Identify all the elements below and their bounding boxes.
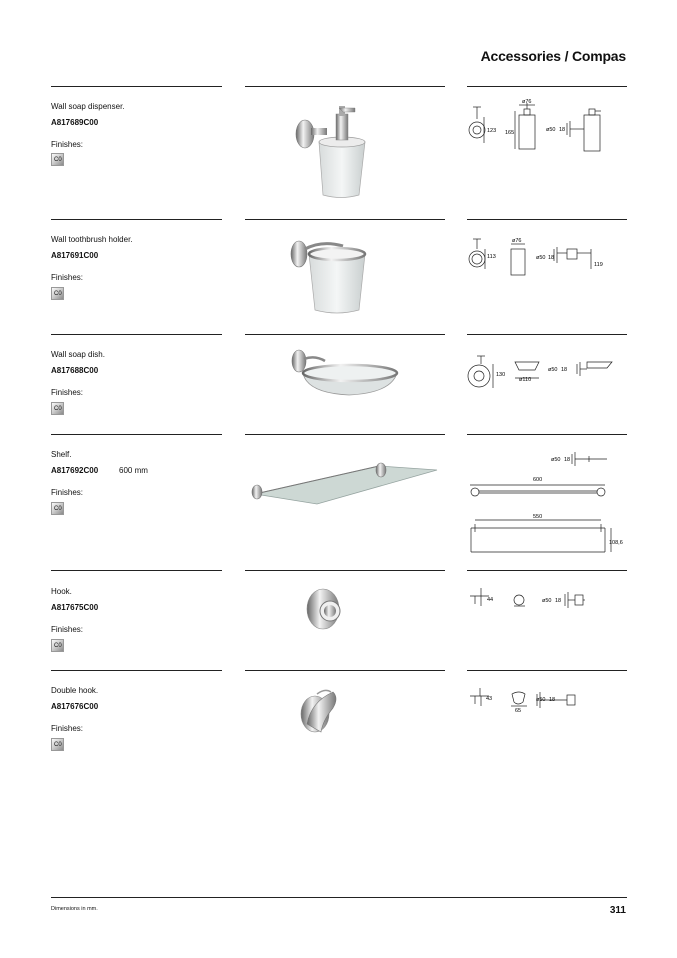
product-name: Double hook. [51,686,99,695]
product-code: A817688C00 [51,366,99,375]
finish-swatch: C0 [51,402,64,415]
divider [467,434,627,435]
finish-swatch: C0 [51,639,64,652]
soap-dispenser-drawing [467,97,627,157]
divider [245,219,445,220]
finish-swatch: C0 [51,738,64,751]
double-hook-drawing [467,684,627,720]
toothbrush-holder-drawing [467,233,627,283]
divider [51,670,222,671]
finishes-label: Finishes: [51,388,84,397]
dim-label: 123 [487,128,497,134]
shelf-drawing [467,448,627,554]
dim-label: ø50 [536,697,546,703]
divider [245,434,445,435]
dim-label: ø50 [548,367,558,373]
double-hook-photo [247,684,443,736]
finishes-label: Finishes: [51,273,84,282]
product-code: A817676C00 [51,702,99,711]
soap-dish-drawing [467,350,627,396]
divider [467,86,627,87]
dim-label: ø110 [519,377,532,383]
finish-swatch: C0 [51,153,64,166]
product-name: Hook. [51,587,72,596]
product-size: 600 mm [119,466,148,475]
toothbrush-holder-photo [247,232,443,322]
footer-note: Dimensions in mm. [51,906,98,912]
dim-label: 165 [505,130,515,136]
divider [51,570,222,571]
divider [51,434,222,435]
dim-label: 108,6 [609,540,623,546]
divider [51,219,222,220]
dim-label: ø50 [551,457,561,463]
dim-label: 18 [555,598,562,604]
divider [467,570,627,571]
shelf-photo [247,460,443,510]
hook-drawing [467,584,627,614]
dim-label: 44 [487,597,494,603]
dim-label: ø76 [522,99,532,105]
dim-label: 18 [548,255,555,261]
divider [245,334,445,335]
divider [51,334,222,335]
finishes-label: Finishes: [51,625,84,634]
dim-label: 550 [533,514,543,520]
divider [51,86,222,87]
finishes-label: Finishes: [51,488,84,497]
product-name: Wall soap dispenser. [51,102,125,111]
dim-label: 18 [561,367,568,373]
divider [467,219,627,220]
product-name: Shelf. [51,450,72,459]
page-number: 311 [609,905,626,916]
product-code: A817692C00 [51,466,99,475]
dim-label: ø50 [536,255,546,261]
dim-label: 600 [533,477,543,483]
finish-swatch: C0 [51,502,64,515]
dim-label: 65 [515,708,522,714]
finishes-label: Finishes: [51,724,84,733]
divider [467,670,627,671]
product-code: A817691C00 [51,251,99,260]
finishes-label: Finishes: [51,140,84,149]
dim-label: 43 [486,696,493,702]
footer-divider [51,897,627,898]
soap-dispenser-photo [247,92,443,204]
dim-label: ø50 [542,598,552,604]
dim-label: 130 [496,372,506,378]
divider [245,86,445,87]
dim-label: 18 [559,127,566,133]
product-name: Wall soap dish. [51,350,105,359]
dim-label: 119 [594,262,603,268]
dim-label: ø50 [546,127,556,133]
dim-label: 113 [487,254,496,260]
product-code: A817675C00 [51,603,99,612]
divider [245,570,445,571]
product-code: A817689C00 [51,118,99,127]
divider [467,334,627,335]
dim-label: 18 [564,457,571,463]
page-title: Accessories / Compas [480,48,626,64]
hook-photo [247,585,443,635]
divider [245,670,445,671]
finish-swatch: C0 [51,287,64,300]
product-name: Wall toothbrush holder. [51,235,133,244]
dim-label: ø76 [512,238,522,244]
soap-dish-photo [247,345,443,401]
dim-label: 18 [549,697,556,703]
